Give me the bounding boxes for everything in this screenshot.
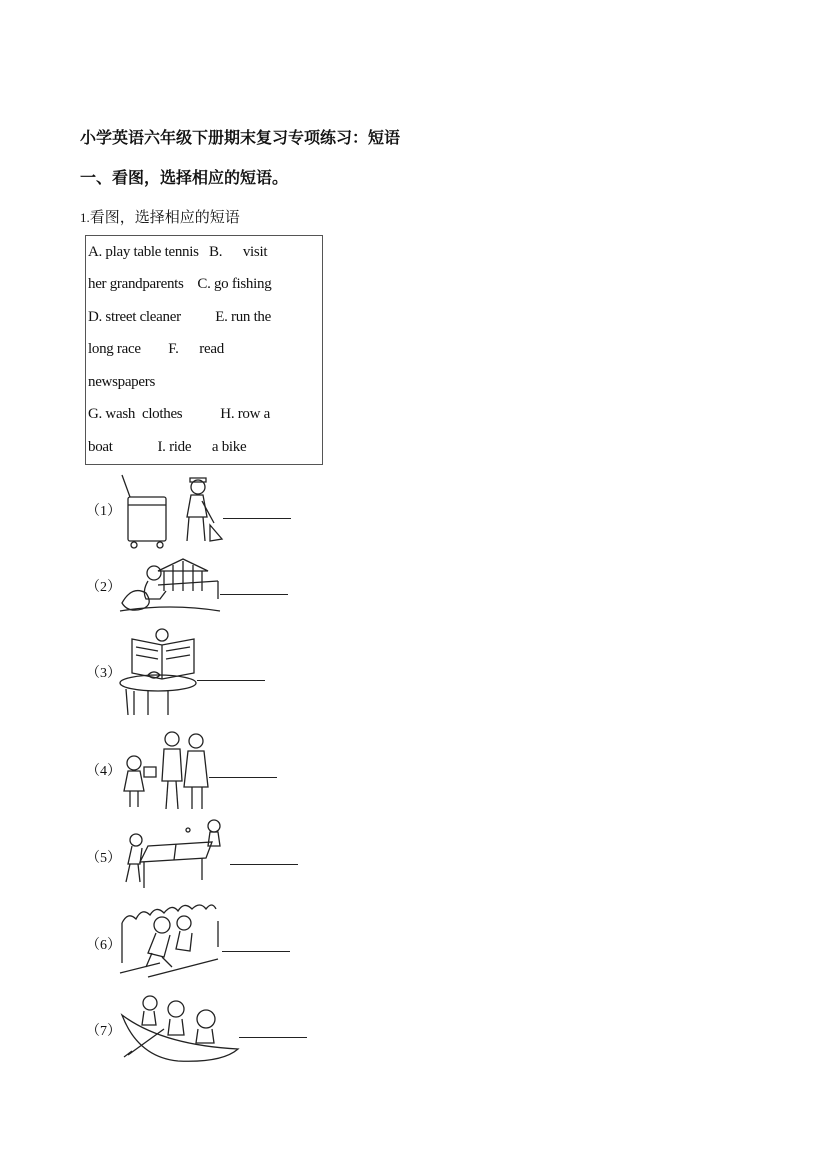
question-number: 1.	[80, 210, 90, 225]
street-cleaner-picture	[118, 473, 228, 549]
item-label-7: （7）	[86, 1024, 121, 1039]
options-line: her grandparents C. go fishing	[88, 276, 272, 292]
go-fishing-picture	[118, 551, 223, 616]
answer-blank-2[interactable]	[220, 594, 288, 595]
answer-blank-3[interactable]	[197, 680, 265, 681]
item-label-3: （3）	[86, 666, 121, 681]
row-boat-picture	[118, 993, 242, 1065]
answer-blank-5[interactable]	[230, 864, 298, 865]
question-prompt	[80, 206, 240, 227]
section-heading: 一、看图，选择相应的短语。	[80, 168, 289, 187]
question-text: 看图，选择相应的短语	[89, 208, 240, 226]
answer-blank-4[interactable]	[209, 777, 277, 778]
read-newspapers-picture	[118, 627, 202, 719]
page-title: 小学英语六年级下册期末复习专项练习：短语	[80, 128, 401, 147]
run-long-race-picture	[118, 903, 222, 979]
options-line: boat I. ride a bike	[88, 439, 247, 455]
item-label-4: （4）	[86, 764, 121, 779]
answer-blank-6[interactable]	[222, 951, 290, 952]
answer-blank-1[interactable]	[223, 518, 291, 519]
options-box	[85, 235, 323, 465]
item-label-1: （1）	[86, 504, 121, 519]
item-label-6: （6）	[86, 938, 121, 953]
visit-grandparents-picture	[118, 727, 214, 813]
item-label-5: （5）	[86, 851, 121, 866]
options-line: A. play table tennis B. visit	[88, 244, 268, 260]
options-line: long race F. read	[88, 341, 224, 357]
options-line: G. wash clothes H. row a	[88, 406, 270, 422]
item-label-2: （2）	[86, 580, 121, 595]
options-line: D. street cleaner E. run the	[88, 309, 271, 325]
options-line: newspapers	[88, 374, 155, 390]
play-table-tennis-picture	[118, 818, 230, 890]
answer-blank-7[interactable]	[239, 1037, 307, 1038]
